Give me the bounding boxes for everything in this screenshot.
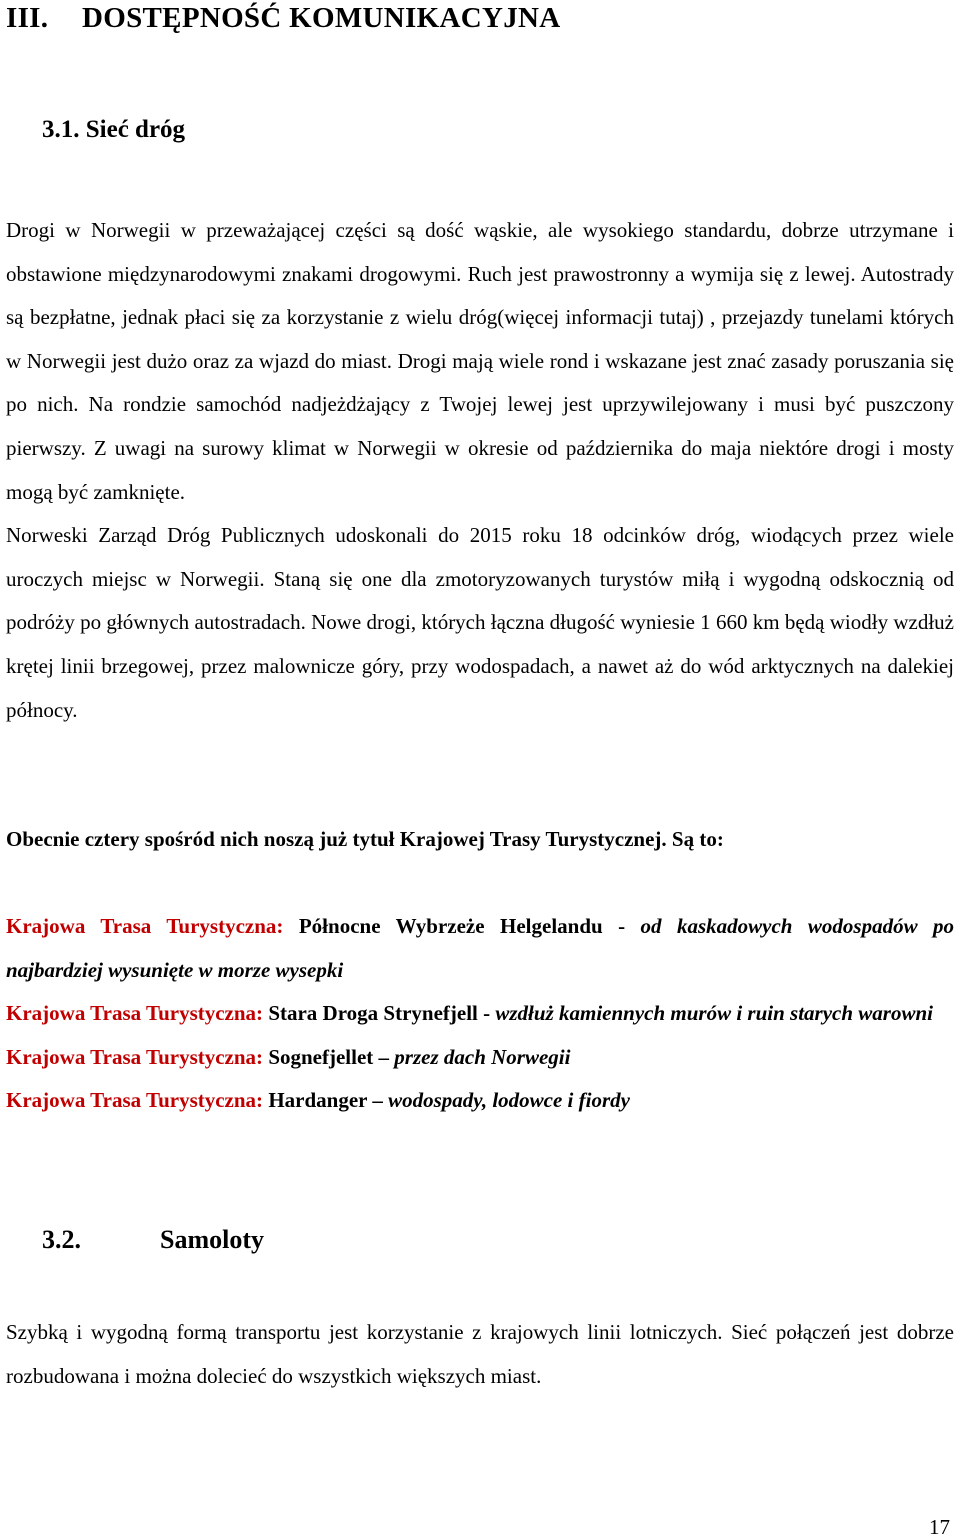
section-number: 3.2. (42, 1225, 81, 1254)
route-name: Hardanger – (268, 1088, 383, 1113)
route-name: Północne Wybrzeże Helgelandu - (298, 914, 626, 938)
route-description: przez dach Norwegii (394, 1044, 571, 1069)
route-item (6, 1079, 954, 1123)
section-heading-planes (42, 1225, 954, 1255)
summary-line: Obecnie cztery spośród nich noszą już tytuł Krajowej Trasy Turystycznej. Są to: (6, 827, 724, 851)
route-label: Krajowa Trasa Turystyczna: (6, 1044, 264, 1069)
paragraph-tourist-routes: Norweski Zarząd Dróg Publicznych udoskonali do 2015 roku 18 odcinków dróg, wiodących przez wiele uroczych miejsc w Norwegii. Staną się one dla zmotoryzowanych turystów miłą i wygodną odskocznią od podróży po głównych autostradach. Nowe drogi, których łączna długość wyniesie 1 660 km będą wiodły wzdłuż krętej linii brzegowej, przez malownicze góry, przy wodospadach, a nawet aż do wód arktycznych na dalekiej północy. (6, 523, 954, 722)
route-label: Krajowa Trasa Turystyczna: (6, 1001, 264, 1026)
route-description: wodospady, lodowce i fiordy (388, 1088, 630, 1113)
route-description: od kaskadowych wodospadów po najbardziej wysunięte w morze wysepki (6, 914, 955, 982)
intro-text (6, 209, 954, 732)
route-name: Stara Droga Strynefjell - (268, 1001, 491, 1026)
chapter-heading (6, 2, 954, 35)
route-description: wzdłuż kamiennych murów i ruin starych warowni (495, 1001, 934, 1026)
route-name: Sognefjellet – (268, 1044, 390, 1069)
route-list (6, 905, 954, 1123)
route-item (6, 1036, 954, 1080)
route-item (6, 992, 954, 1036)
route-label: Krajowa Trasa Turystyczna: (6, 914, 284, 938)
route-item (6, 905, 954, 992)
section-heading-roads: 3.1. Sieć dróg (42, 116, 186, 143)
chapter-number: III. (6, 2, 49, 34)
chapter-title: DOSTĘPNOŚĆ KOMUNIKACYJNA (82, 2, 561, 34)
route-label: Krajowa Trasa Turystyczna: (6, 1088, 264, 1113)
page-number: 17 (929, 1515, 950, 1539)
paragraph-roads: Drogi w Norwegii w przeważającej części są dość wąskie, ale wysokiego standardu, dobrze utrzymane i obstawione międzynarodowymi znakami drogowymi. Ruch jest prawostronny a wymija się z lewej. Autostrady są bezpłatne, jednak płaci się za korzystanie z wielu dróg(więcej informacji tutaj) , przejazdy tunelami których w Norwegii jest dużo oraz za wjazd do miast. Drogi mają wiele rond i wskazane jest znać zasady poruszania się po nich. Na rondzie samochód nadjeżdżający z Twojej lewej jest uprzywilejowany i musi być puszczony pierwszy. Z uwagi na surowy klimat w Norwegii w okresie od października do maja niektóre drogi i mosty mogą być zamknięte. (6, 218, 954, 504)
section-title: Samoloty (160, 1225, 264, 1254)
paragraph-flights: Szybką i wygodną formą transportu jest korzystanie z krajowych linii lotniczych. Sieć połączeń jest dobrze rozbudowana i można dolecieć do wszystkich większych miast. (6, 1320, 954, 1388)
